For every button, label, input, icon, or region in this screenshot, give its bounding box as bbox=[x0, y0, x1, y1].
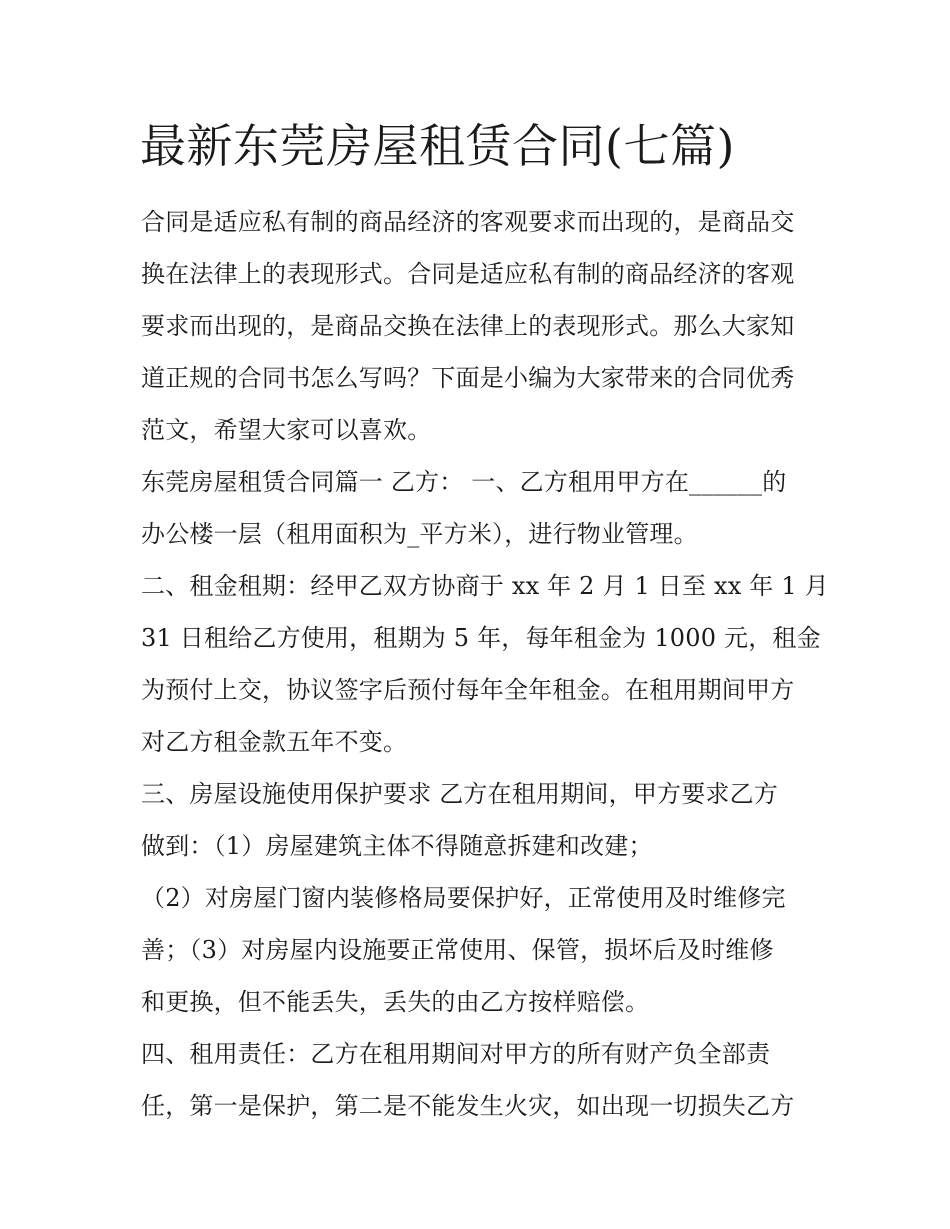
body-line: 四、租用责任：乙方在租用期间对甲方的所有财产负全部责 bbox=[141, 1040, 771, 1068]
body-line: 要求而出现的，是商品交换在法律上的表现形式。那么大家知 bbox=[141, 312, 795, 340]
body-line: 东莞房屋租赁合同篇一 乙方： 一、乙方租用甲方在______的 bbox=[141, 468, 787, 496]
body-line: 任，第一是保护，第二是不能发生火灾，如出现一切损失乙方 bbox=[141, 1092, 795, 1120]
body-line: 合同是适应私有制的商品经济的客观要求而出现的，是商品交 bbox=[141, 208, 795, 236]
body-line: 换在法律上的表现形式。合同是适应私有制的商品经济的客观 bbox=[141, 260, 795, 288]
body-line: （2）对房屋门窗内装修格局要保护好，正常使用及时维修完 bbox=[141, 884, 786, 912]
body-line: 做到：（1）房屋建筑主体不得随意拆建和改建； bbox=[141, 832, 653, 860]
body-line: 三、房屋设施使用保护要求 乙方在租用期间，甲方要求乙方 bbox=[141, 780, 779, 808]
body-line: 道正规的合同书怎么写吗？下面是小编为大家带来的合同优秀 bbox=[141, 364, 795, 392]
document-title: 最新东莞房屋租赁合同(七篇) bbox=[140, 119, 735, 173]
body-line: 办公楼一层（租用面积为_平方米），进行物业管理。 bbox=[141, 520, 698, 548]
body-line: 和更换，但不能丢失，丢失的由乙方按样赔偿。 bbox=[141, 988, 650, 1016]
body-line: 对乙方租金款五年不变。 bbox=[141, 728, 408, 756]
body-line: 范文，希望大家可以喜欢。 bbox=[141, 416, 432, 444]
body-line: 31 日租给乙方使用，租期为 5 年，每年租金为 1000 元，租金 bbox=[141, 624, 821, 652]
document-body bbox=[141, 196, 829, 1132]
body-line: 为预付上交，协议签字后预付每年全年租金。在租用期间甲方 bbox=[141, 676, 795, 704]
body-line: 善；（3）对房屋内设施要正常使用、保管，损坏后及时维修 bbox=[141, 936, 774, 964]
body-line: 二、租金租期：经甲乙双方协商于 xx 年 2 月 1 日至 xx 年 1 月 bbox=[141, 572, 829, 600]
